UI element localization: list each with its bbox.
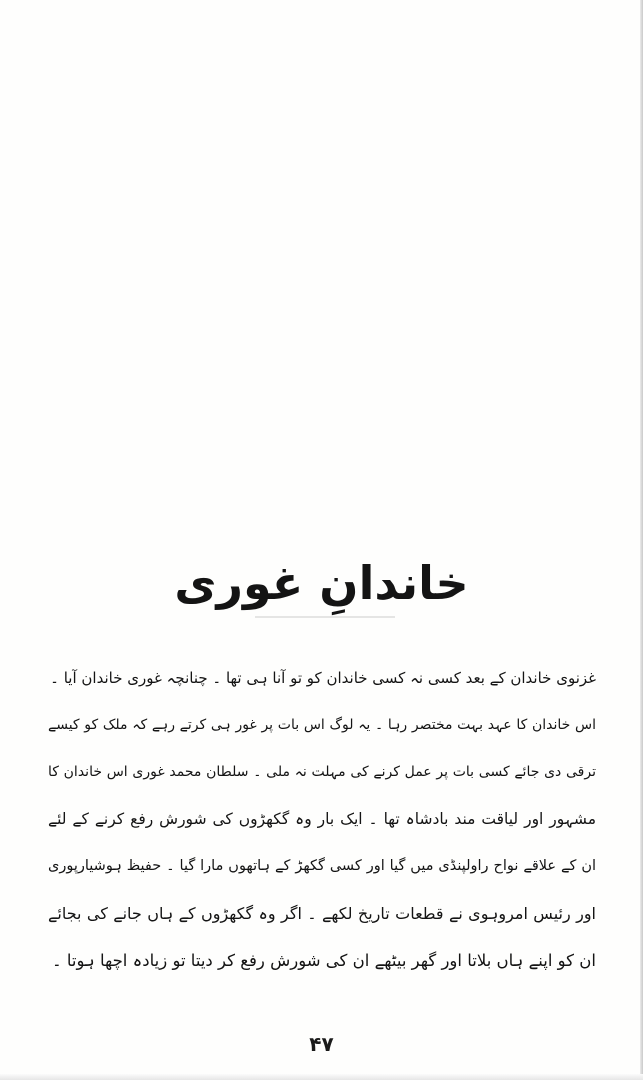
text-line-2: اس خاندان کا عہد بہت مختصر رہا ۔ یہ لوگ اس بات پر غور ہی کرتے رہے کہ ملک کو کیسے <box>48 717 596 733</box>
chapter-title: خاندانِ غوری <box>174 556 469 610</box>
text-line-6: اور رئیس امروہوی نے قطعات تاریخ لکھے ۔ اگر وہ گکھڑوں کے ہاں جانے کی بجائے <box>48 904 596 923</box>
title-flourish <box>255 616 395 618</box>
text-line-4: مشہور اور لیاقت مند بادشاہ تھا ۔ ایک بار وہ گکھڑوں کی شورش رفع کرنے کے لئے <box>48 810 596 828</box>
text-line-1: غزنوی خاندان کے بعد کسی نہ کسی خاندان کو تو آنا ہی تھا ۔ چنانچہ غوری خاندان آیا ۔ <box>50 669 596 687</box>
text-line-5: ان کے علاقے نواح راولپنڈی میں گیا اور کسی گکھڑ کے ہاتھوں مارا گیا ۔ حفیظ ہوشیارپوری <box>48 858 596 874</box>
text-line-3: ترقی دی جائے کسی بات پر عمل کرنے کی مہلت نہ ملی ۔ سلطان محمد غوری اس خاندان کا <box>48 764 596 780</box>
text-line-7: ان کو اپنے ہاں بلاتا اور گھر بیٹھے ان کی شورش رفع کر دیتا تو زیادہ اچھا ہوتا ۔ <box>51 951 596 970</box>
body-paragraph <box>48 655 596 984</box>
page-number: ۴۷ <box>309 1032 334 1056</box>
page-edge-bottom <box>0 1074 643 1080</box>
